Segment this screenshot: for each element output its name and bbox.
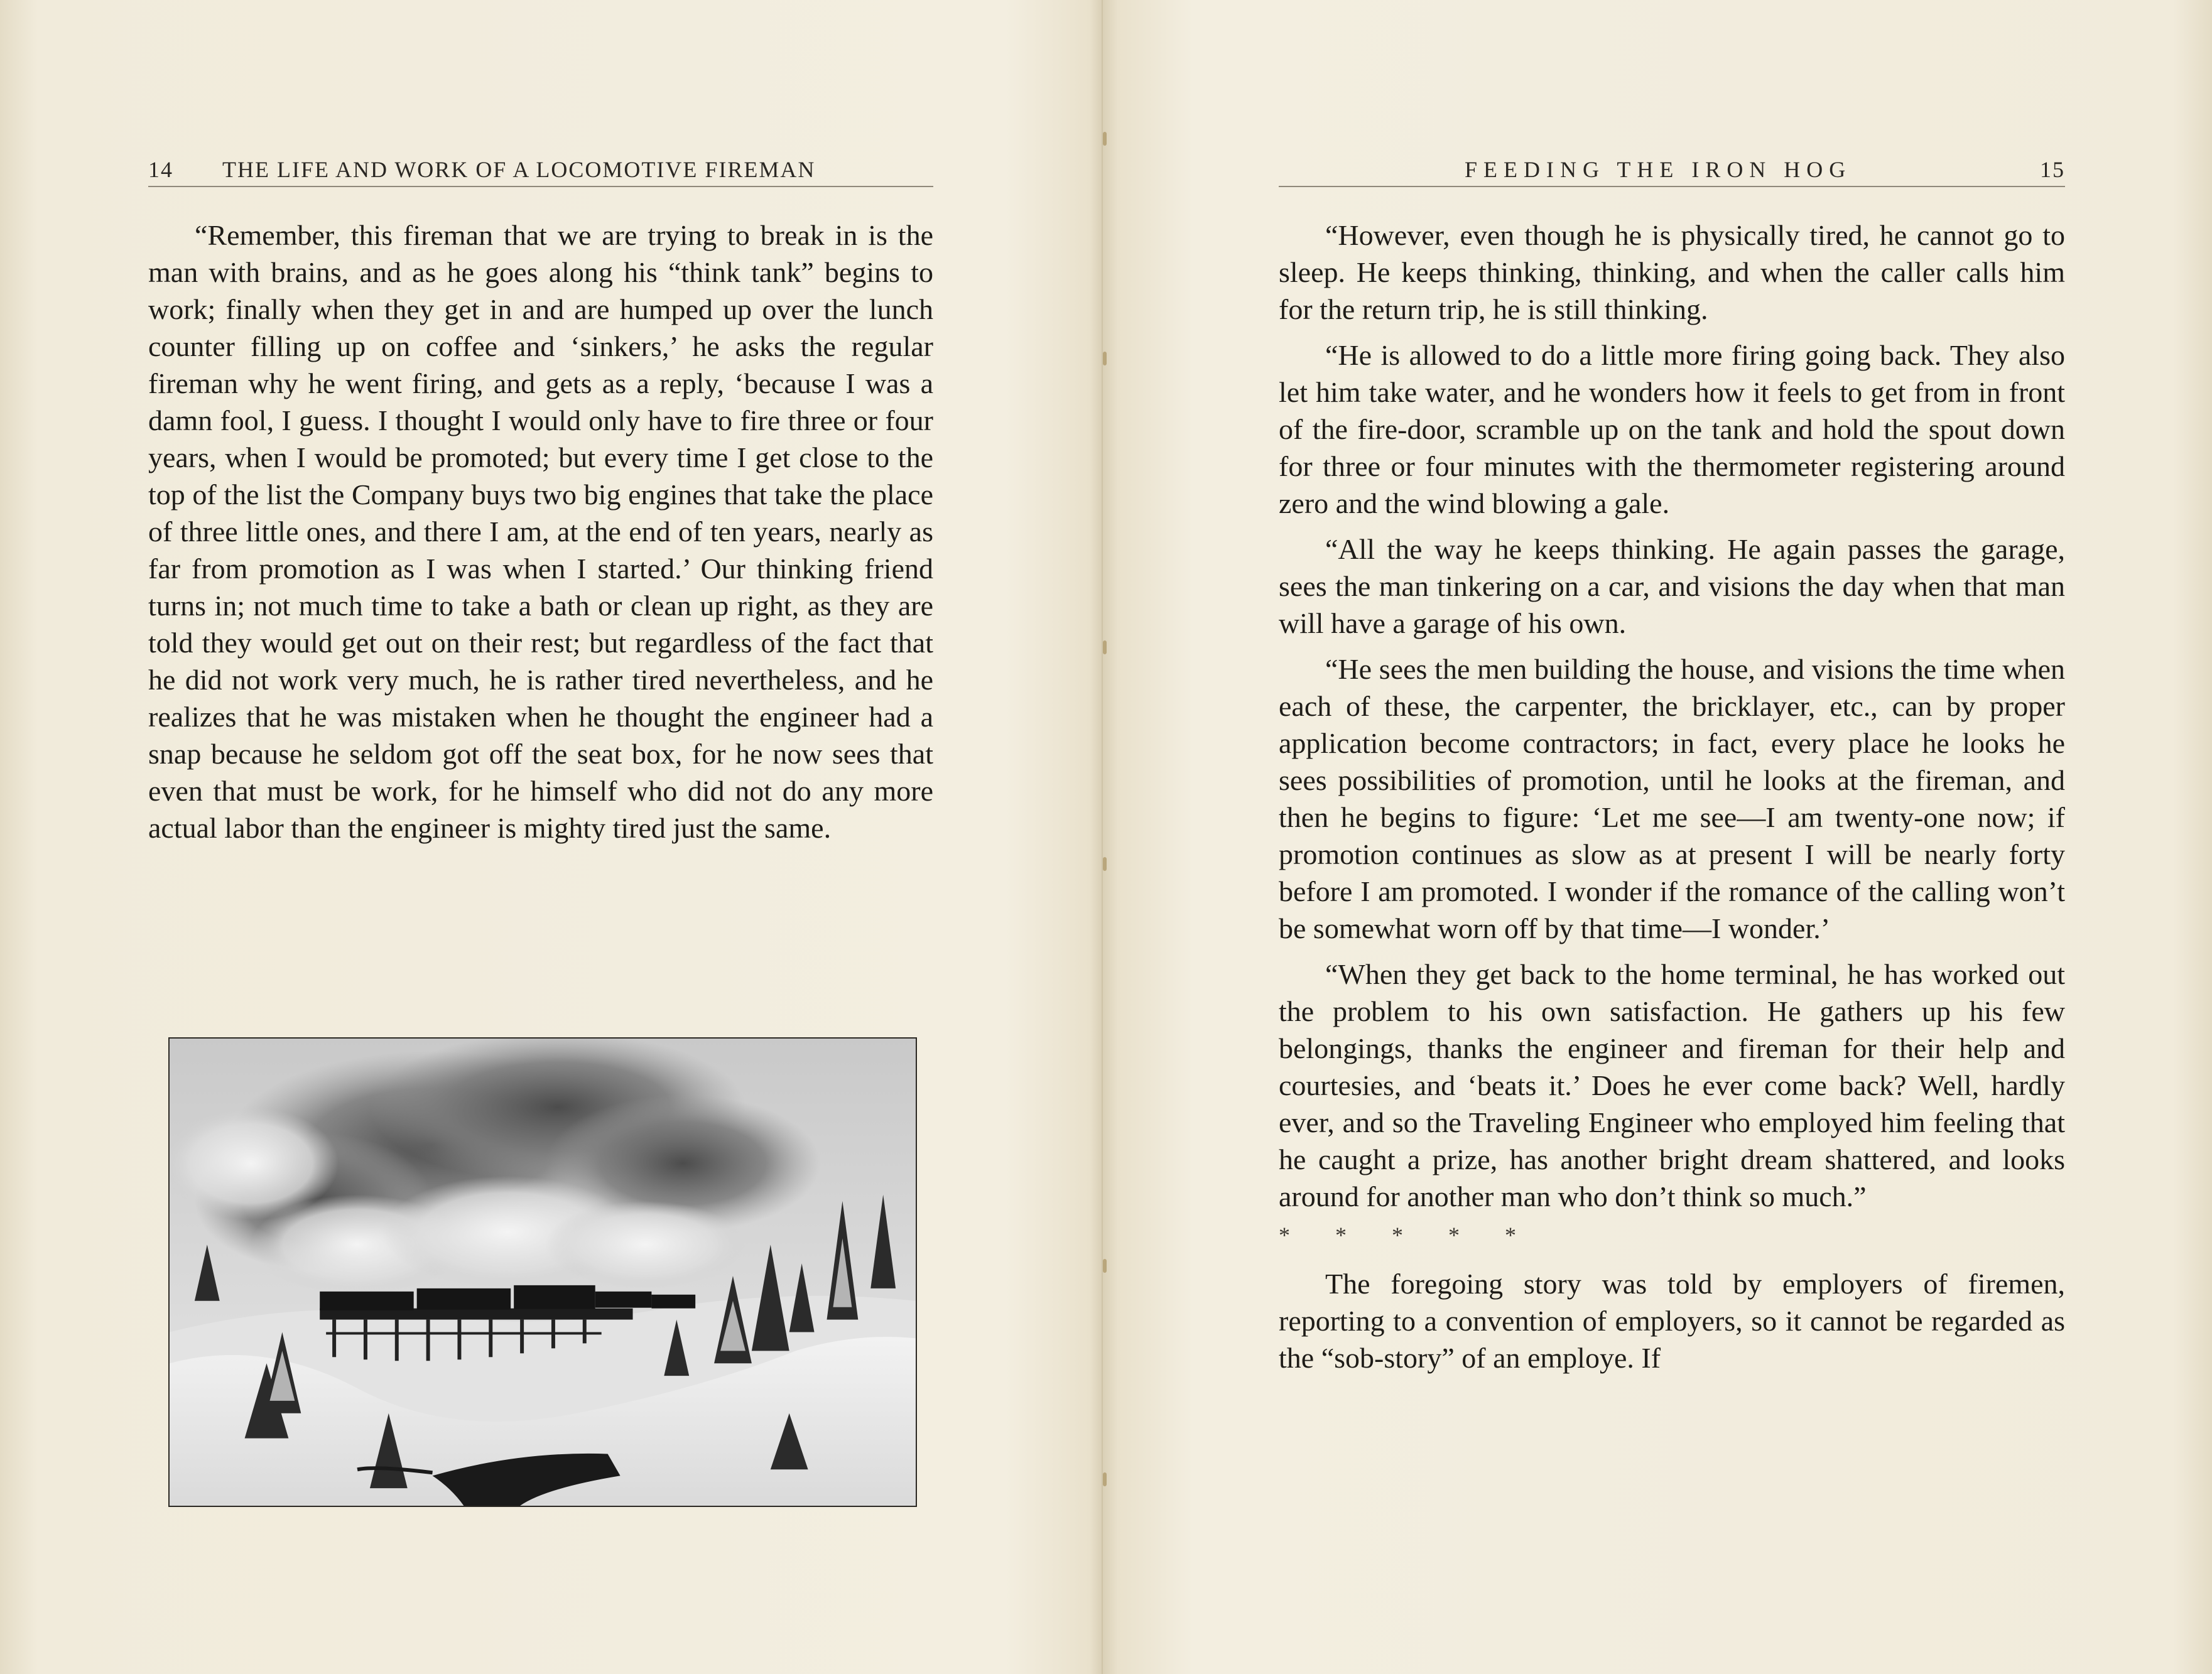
left-page-number: 14 [148,157,173,182]
asterisk: * [1392,1223,1403,1248]
paragraph: “All the way he keeps thinking. He again passes the garage, sees the man tinkering on a car, and visions the day when that man will have a garage of his own. [1279,533,2065,639]
paragraph: “Remember, this fireman that we are trying to break in is the man with brains, and as he goes along his “think tank” begins to work; finally when they get in and are humped up over the lunch counter filling up on coffee and ‘sinkers,’ he asks the regular fireman why he went firing, and gets as a reply, ‘because I was a damn fool, I guess. I thought I would only have to fire three or four years, when I would be promoted; but every time I get close to the top of the list the Company buys two big engines that take the place of three little ones, and there I am, at the end of ten years, nearly as far from promotion as I was when I started.’ Our thinking friend turns in; not much time to take a bath or clean up right, as they are told they would get out on their rest; but regardless of the fact that he did not work very much, he is rather tired nevertheless, and he realizes that he was mistaken when he thought the engineer had a snap because he seldom got off the seat box, for he now sees that even that must be work, for he himself who did not do any more actual labor than the engineer is mighty tired just the same. [148,219,933,844]
left-text-column [148,217,933,855]
paragraph: “He sees the men building the house, and visions the time when each of these, the carpenter, the bricklayer, etc., can by proper application become contractors; in fact, every place he looks he sees possibilities of promotion, until he looks at the fireman, and then he begins to figure: ‘Let me see—I am twenty-one now; if promotion continues as slow as at present I will be nearly forty before I am promoted. I wonder if the romance of the calling won’t be somewhat worn off by that time—I wonder.’ [1279,653,2065,944]
left-running-title: THE LIFE AND WORK OF A LOCOMOTIVE FIREMAN [222,157,816,182]
left-header-rule [148,186,933,187]
asterisk: * [1335,1223,1347,1248]
paragraph: “He is allowed to do a little more firing going back. They also let him take water, and he wonders how it feels to get from in front of the fire-door, scramble up on the tank and hold the spout down for three or four minutes with the thermometer registering around zero and the wind blowing a gale. [1279,339,2065,519]
train-on-trestle-in-snow-photo [168,1037,917,1507]
paragraph: “However, even though he is physically tired, he cannot go to sleep. He keeps thinking, thinking, and when the caller calls him for the return trip, he is still thinking. [1279,219,2065,325]
right-running-head [1279,156,2065,183]
section-break-asterisks [1279,1223,2065,1248]
right-page-number: 15 [2040,157,2065,182]
right-running-title: FEEDING THE IRON HOG [1465,157,1852,182]
asterisk: * [1448,1223,1460,1248]
asterisk: * [1279,1223,1290,1248]
asterisk: * [1505,1223,1516,1248]
right-page [1106,0,2212,1674]
right-text-column [1279,217,2065,1385]
right-header-rule [1279,186,2065,187]
paragraph: “When they get back to the home terminal, he has worked out the problem to his own satisfaction. He gathers up his few belongings, thanks the engineer and fireman for their help and courtesies, and ‘beats it.’ Does he ever come back? Well, hardly ever, and so the Traveling Engineer who employed him feeling that he caught a prize, has another bright dream shattered, and looks around for another man who don’t think so much.” [1279,958,2065,1212]
left-running-head [148,156,933,183]
closing-paragraph: The foregoing story was told by employers of firemen, reporting to a convention of employers, so it cannot be regarded as the “sob-story” of an employe. If [1279,1268,2065,1374]
